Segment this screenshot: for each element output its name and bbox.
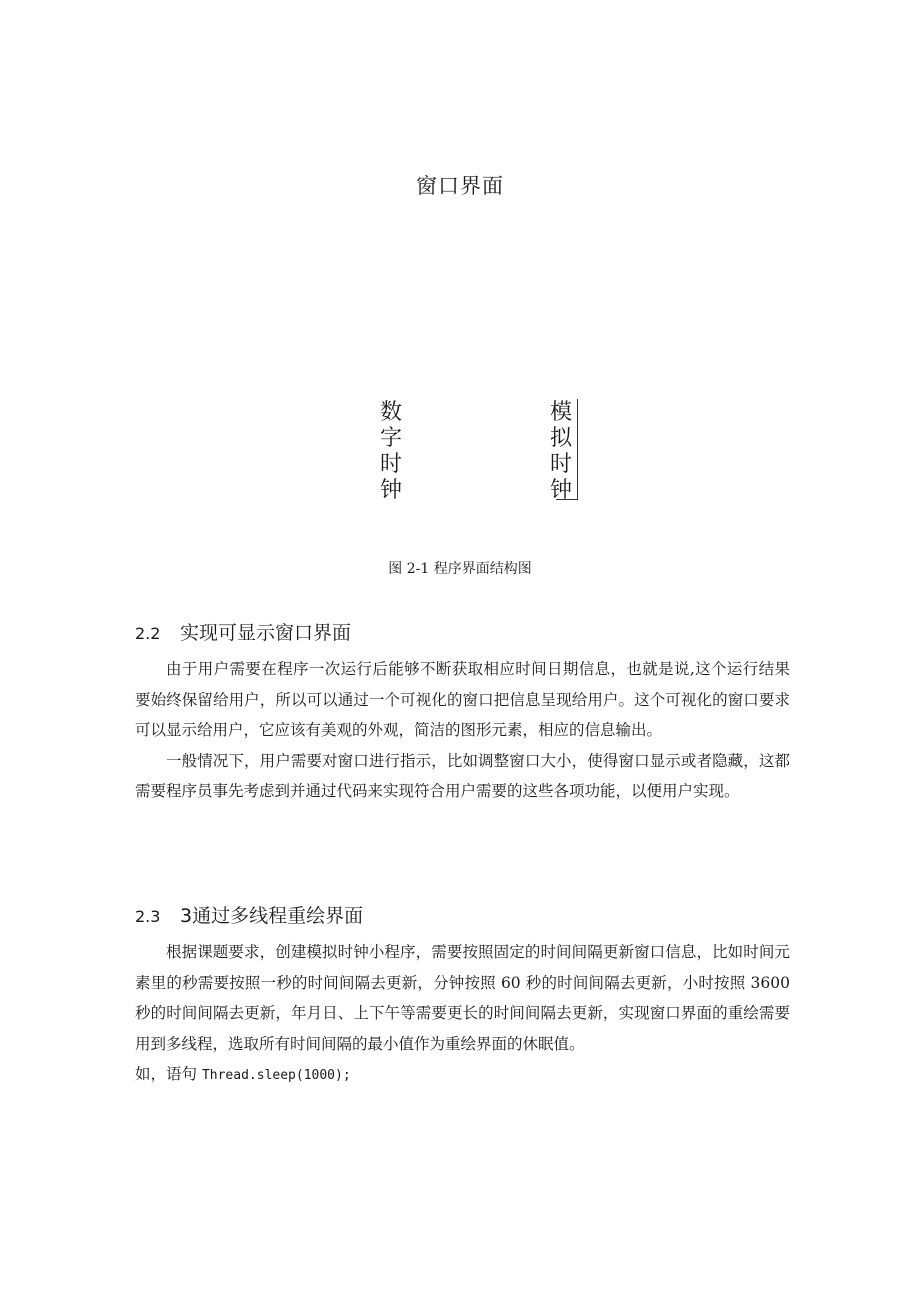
section-2-2-body — [135, 654, 790, 807]
code-line — [135, 1059, 790, 1092]
analog-clock-char: 钟 — [549, 478, 572, 503]
paragraph: 根据课题要求，创建模拟时钟小程序，需要按照固定的时间间隔更新窗口信息，比如时间元素里的秒需要按照一秒的时间间隔去更新，分钟按照 60 秒的时间间隔去更新，小时按照 3600 秒的时间间隔去更新，年月日、上下午等需要更长的时间间隔去更新，实现窗口界面的重绘需要用到多线程，选取所有时间间隔的最小值作为重绘界面的休眠值。 — [135, 943, 790, 1053]
digital-clock-char: 钟 — [379, 478, 402, 503]
section-number: 2.2 — [135, 624, 161, 643]
digital-clock-char: 时 — [379, 452, 402, 477]
analog-box-border-bottom — [556, 499, 578, 500]
section-heading-2-3 — [135, 901, 363, 928]
analog-clock-char: 拟 — [549, 426, 572, 451]
analog-clock-box — [548, 400, 574, 504]
figure-caption: 图 2-1 程序界面结构图 — [388, 561, 532, 577]
section-2-3-body — [135, 937, 790, 1092]
section-title: 3通过多线程重绘界面 — [180, 905, 364, 927]
section-title: 实现可显示窗口界面 — [180, 622, 352, 644]
analog-clock-char: 时 — [549, 452, 572, 477]
code-snippet: Thread.sleep(1000); — [201, 1068, 351, 1083]
paragraph: 由于用户需要在程序一次运行后能够不断获取相应时间日期信息，也就是说,这个运行结果要始终保留给用户，所以可以通过一个可视化的窗口把信息呈现给用户。这个可视化的窗口要求可以显示给用户，它应该有美观的外观，简洁的图形元素，相应的信息输出。 — [135, 660, 790, 739]
digital-clock-char: 字 — [379, 426, 402, 451]
paragraph: 一般情况下，用户需要对窗口进行指示，比如调整窗口大小，使得窗口显示或者隐藏，这都需要程序员事先考虑到并通过代码来实现符合用户需要的这些各项功能，以便用户实现。 — [135, 751, 790, 800]
section-heading-2-2 — [135, 618, 351, 645]
code-prefix: 如，语句 — [135, 1065, 198, 1083]
diagram-title: 窗口界面 — [416, 174, 504, 198]
digital-clock-box — [378, 400, 404, 504]
section-number: 2.3 — [135, 907, 161, 926]
analog-box-border — [577, 399, 578, 499]
digital-clock-char: 数 — [379, 400, 402, 425]
analog-clock-char: 模 — [549, 400, 572, 425]
